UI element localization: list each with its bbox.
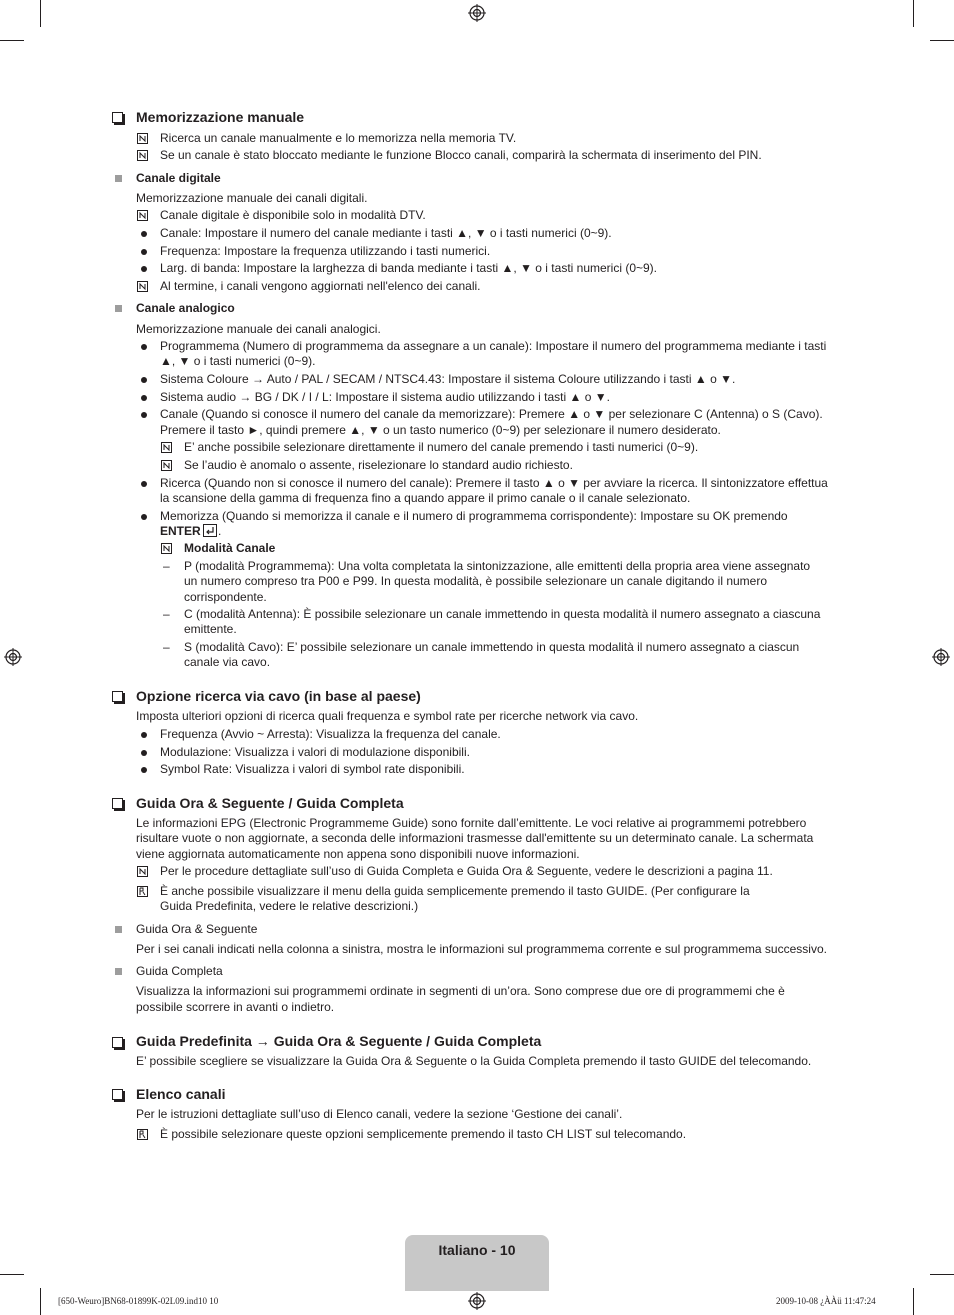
paragraph: risultare vuote o non aggiornate, a seconda delle informazioni trasmesse dall'emittente su un determinato canale. La schermata: [136, 831, 814, 845]
note-text: Se l’audio è anomalo o assente, riselezionare lo standard audio richiesto.: [184, 458, 573, 472]
crop-mark: [0, 1274, 24, 1275]
crop-mark: [930, 40, 954, 41]
bullet-icon: [141, 377, 147, 383]
note-text: Guida Predefinita, vedere le relative descrizioni.): [160, 899, 419, 913]
section-checkbox-icon: [112, 1037, 123, 1048]
note-icon: [137, 150, 148, 161]
section-title: Guida Predefinita → Guida Ora & Seguente / Guida Completa: [136, 1033, 542, 1049]
mode-title: Modalità Canale: [184, 541, 276, 555]
dash-icon: –: [163, 640, 170, 654]
crop-mark: [0, 40, 24, 41]
bullet-text: Premere il tasto ►, quindi premere ▲, ▼ o un tasto numerico (0~9) per selezionare il numero desiderato.: [160, 423, 721, 437]
enter-key-label: ENTER: [160, 524, 201, 538]
bullet-text: Programmema (Numero di programmema da assegnare a un canale): Impostare il numero del programmema mediante i tasti: [160, 339, 827, 353]
paragraph: Memorizzazione manuale dei canali digitali.: [136, 191, 368, 205]
bullet-text: Frequenza: Impostare la frequenza utilizzando i tasti numerici.: [160, 244, 491, 258]
paragraph: Memorizzazione manuale dei canali analogici.: [136, 322, 381, 336]
section-title: Guida Ora & Seguente / Guida Completa: [136, 795, 404, 811]
mode-text: corrispondente.: [184, 590, 267, 604]
crop-mark: [40, 1288, 41, 1315]
paragraph: possibile scorrere in avanti o indietro.: [136, 1000, 335, 1014]
remote-tip-icon: [137, 886, 148, 897]
subsection-title: Guida Ora & Seguente: [136, 922, 258, 936]
bullet-icon: [141, 412, 147, 418]
bullet-text: la scansione della gamma di frequenza fino a quando appare il primo canale o il canale selezionato.: [160, 491, 691, 505]
section-title: Memorizzazione manuale: [136, 109, 305, 125]
paragraph: viene aggiornata automaticamente non appena sono disponibili nuove informazioni.: [136, 847, 580, 861]
note-text: Canale digitale è disponibile solo in modalità DTV.: [160, 208, 426, 222]
note-icon: [137, 281, 148, 292]
bullet-text: ▲, ▼ o i tasti numerici (0~9).: [160, 354, 316, 368]
bullet-text: Ricerca (Quando non si conosce il numero del canale): Premere il tasto ▲ o ▼ per avviare la ricerca. Il sintonizzatore effettua: [160, 476, 828, 490]
remote-tip-icon: [137, 1129, 148, 1140]
mode-text: S (modalità Cavo): E’ possibile selezionare un canale immettendo in questa modalità il numero assegnato a ciascun: [184, 640, 800, 654]
note-icon: [161, 543, 172, 554]
crop-mark: [40, 0, 41, 27]
bullet-text: Canale: Impostare il numero del canale mediante i tasti ▲, ▼ o i tasti numerici (0~9).: [160, 226, 612, 240]
bullet-icon: [141, 767, 147, 773]
bullet-text: [160, 524, 201, 539]
mode-text: un numero compreso tra P00 e P99. In questa modalità, è possibile selezionare un canale digitando il numero: [184, 574, 768, 588]
page-number: Italiano - 10: [438, 1242, 516, 1258]
note-text: È anche possibile visualizzare il menu della guida semplicemente premendo il tasto GUIDE. (Per configurare la: [160, 884, 750, 898]
section-title: Elenco canali: [136, 1086, 226, 1102]
registration-mark-icon: [932, 648, 950, 666]
note-text: Ricerca un canale manualmente e lo memorizza nella memoria TV.: [160, 131, 517, 145]
mode-text: emittente.: [184, 622, 237, 636]
note-icon: [137, 133, 148, 144]
section-title: Opzione ricerca via cavo (in base al paese): [136, 688, 421, 704]
paragraph: Le informazioni EPG (Electronic Programmeme Guide) sono fornite dall’emittente. Le voci relative ai programmemi potrebbero: [136, 816, 807, 830]
dash-icon: –: [163, 559, 170, 573]
bullet-icon: [141, 231, 147, 237]
bullet-icon: [141, 732, 147, 738]
section-checkbox-icon: [112, 798, 123, 809]
registration-mark-icon: [468, 4, 486, 22]
mode-text: P (modalità Programmema): Una volta completata la sintonizzazione, alle emittenti della propria area viene assegnato: [184, 559, 811, 573]
dash-icon: –: [163, 607, 170, 621]
subsection-title: Canale digitale: [136, 171, 221, 185]
note-text: È possibile selezionare queste opzioni semplicemente premendo il tasto CH LIST sul telecomando.: [160, 1127, 687, 1141]
section-checkbox-icon: [112, 691, 123, 702]
print-slug-right: 2009-10-08 ¿ÀÀü 11:47:24: [776, 1296, 876, 1306]
paragraph: Per i sei canali indicati nella colonna a sinistra, mostra le informazioni sul programmema corrente e sul programmema successivo.: [136, 942, 827, 956]
mode-text: canale via cavo.: [184, 655, 271, 669]
bullet-text: Frequenza (Avvio ~ Arresta): Visualizza la frequenza del canale.: [160, 727, 501, 741]
section-checkbox-icon: [112, 112, 123, 123]
subsection-square-icon: [115, 175, 122, 182]
note-text: Se un canale è stato bloccato mediante le funzione Blocco canali, comparirà la schermata di inserimento del PIN.: [160, 148, 762, 162]
bullet-text: Sistema audio → BG / DK / I / L: Impostare il sistema audio utilizzando i tasti ▲ o ▼.: [160, 390, 610, 404]
bullet-icon: [141, 514, 147, 520]
bullet-text: Symbol Rate: Visualizza i valori di symbol rate disponibili.: [160, 762, 465, 776]
crop-mark: [913, 1288, 914, 1315]
note-icon: [161, 460, 172, 471]
note-text: Per le procedure dettagliate sull’uso di Guida Completa e Guida Ora & Seguente, vedere le descrizioni a pagina 11.: [160, 864, 773, 878]
bullet-icon: [141, 249, 147, 255]
paragraph: Per le istruzioni dettagliate sull’uso di Elenco canali, vedere la sezione ‘Gestione dei canali’.: [136, 1107, 623, 1121]
note-text: E’ anche possibile selezionare direttamente il numero del canale premendo i tasti numerici (0~9).: [184, 440, 699, 454]
crop-mark: [913, 0, 914, 27]
paragraph: Imposta ulteriori opzioni di ricerca quali frequenza e symbol rate per ricerche network via cavo.: [136, 709, 639, 723]
enter-period: .: [218, 524, 222, 538]
bullet-icon: [141, 266, 147, 272]
bullet-icon: [141, 750, 147, 756]
crop-mark: [930, 1274, 954, 1275]
bullet-text: Larg. di banda: Impostare la larghezza di banda mediante i tasti ▲, ▼ o i tasti numerici (0~9).: [160, 261, 658, 275]
bullet-text: Sistema Coloure → Auto / PAL / SECAM / NTSC4.43: Impostare il sistema Coloure utilizzando i tasti ▲ o ▼.: [160, 372, 736, 386]
bullet-icon: [141, 344, 147, 350]
paragraph: Visualizza la informazioni sui programmemi ordinate in segmenti di un’ora. Sono comprese due ore di programmemi che è: [136, 984, 785, 998]
paragraph: E’ possibile scegliere se visualizzare la Guida Ora & Seguente o la Guida Completa premendo il tasto GUIDE del telecomando.: [136, 1054, 812, 1068]
note-icon: [161, 442, 172, 453]
note-text: Al termine, i canali vengono aggiornati nell'elenco dei canali.: [160, 279, 481, 293]
note-icon: [137, 210, 148, 221]
registration-mark-icon: [4, 648, 22, 666]
note-icon: [137, 866, 148, 877]
enter-icon: [203, 524, 217, 537]
subsection-title: Guida Completa: [136, 964, 223, 978]
registration-mark-icon: [468, 1292, 486, 1310]
subsection-square-icon: [115, 926, 122, 933]
print-slug-left: [650-Weuro]BN68-01899K-02L09.ind10 10: [58, 1296, 219, 1306]
subsection-square-icon: [115, 305, 122, 312]
bullet-icon: [141, 395, 147, 401]
mode-text: C (modalità Antenna): È possibile selezionare un canale immettendo in questa modalità il numero assegnato a ciascuna: [184, 607, 821, 621]
bullet-text: Memorizza (Quando si memorizza il canale e il numero di programmema corrispondente): Impostare su OK premendo: [160, 509, 788, 523]
bullet-text: Canale (Quando si conosce il numero del canale da memorizzare): Premere ▲ o ▼ per selezionare C (Antenna) o S (Cavo).: [160, 407, 823, 421]
subsection-square-icon: [115, 968, 122, 975]
section-checkbox-icon: [112, 1089, 123, 1100]
bullet-icon: [141, 481, 147, 487]
bullet-text: Modulazione: Visualizza i valori di modulazione disponibili.: [160, 745, 470, 759]
subsection-title: Canale analogico: [136, 301, 235, 315]
